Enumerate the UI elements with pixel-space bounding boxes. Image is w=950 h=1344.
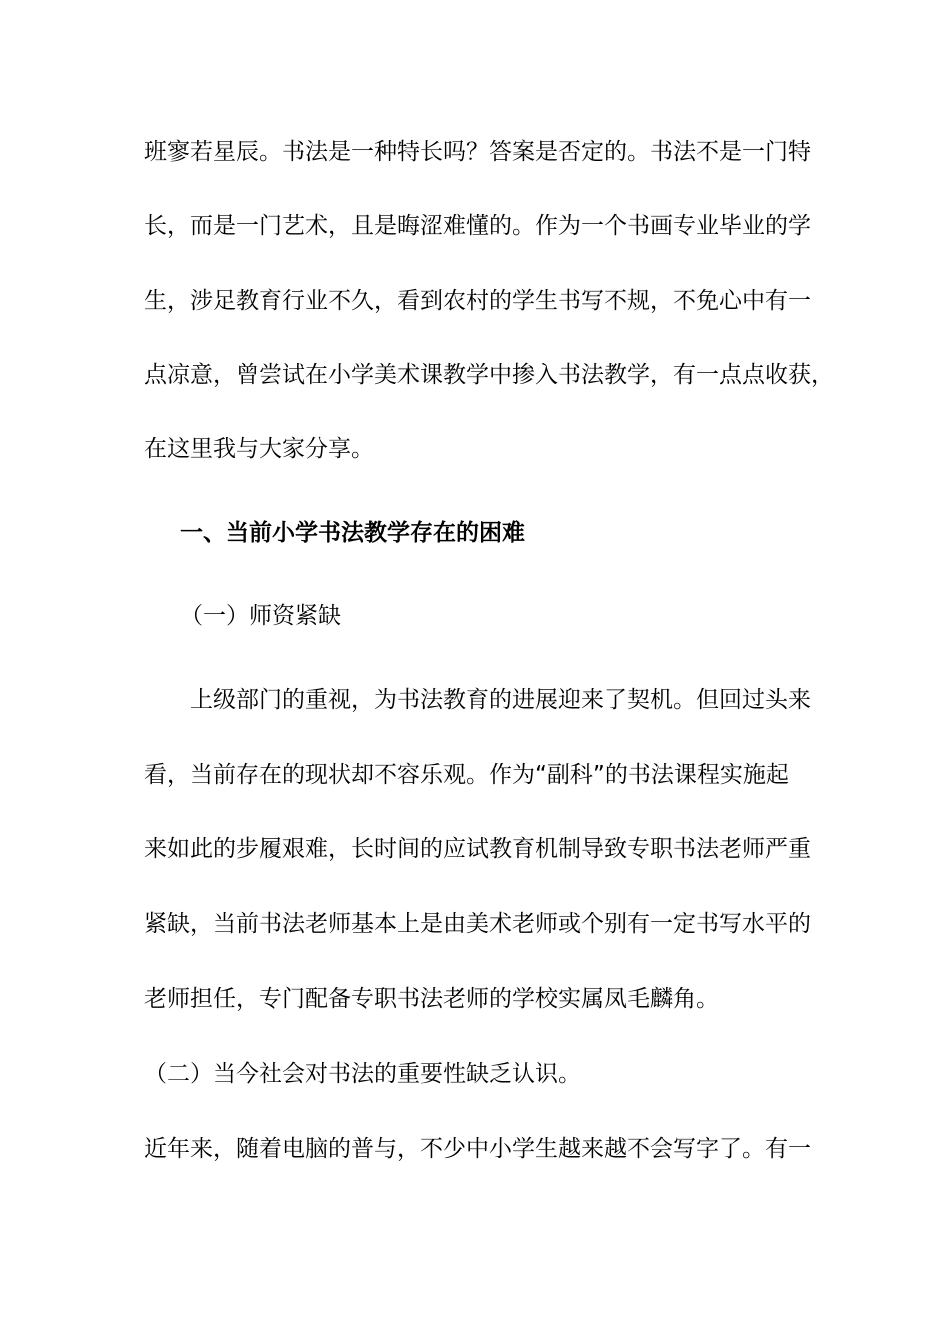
subheading: （一）师资紧缺: [180, 603, 341, 629]
paragraph-line: 班寥若星辰。书法是一种特长吗？答案是否定的。书法不是一门特: [144, 139, 811, 165]
paragraph-line: 在这里我与大家分享。: [144, 436, 374, 462]
paragraph-line: 紧缺，当前书法老师基本上是由美术老师或个别有一定书写水平的: [144, 911, 811, 937]
paragraph-line: 长，而是一门艺术，且是晦涩难懂的。作为一个书画专业毕业的学: [144, 213, 811, 239]
paragraph-line: 近年来，随着电脑的普与，不少中小学生越来越不会写字了。有一: [144, 1136, 811, 1162]
subheading: （二）当今社会对书法的重要性缺乏认识。: [144, 1061, 581, 1087]
paragraph-line: 来如此的步履艰难，长时间的应试教育机制导致专职书法老师严重: [144, 836, 811, 862]
paragraph-line: 上级部门的重视，为书法教育的进展迎来了契机。但回过头来: [190, 687, 811, 713]
paragraph-line: 老师担任，专门配备专职书法老师的学校实属凤毛麟角。: [144, 986, 719, 1012]
section-heading: 一、当前小学书法教学存在的困难: [180, 520, 525, 546]
paragraph-line: 生，涉足教育行业不久，看到农村的学生书写不规，不免心中有一: [144, 288, 811, 314]
paragraph-line: 看，当前存在的现状却不容乐观。作为“副科”的书法课程实施起: [144, 762, 789, 788]
paragraph-line: 点凉意，曾尝试在小学美术课教学中掺入书法教学，有一点点收获，: [144, 362, 834, 388]
